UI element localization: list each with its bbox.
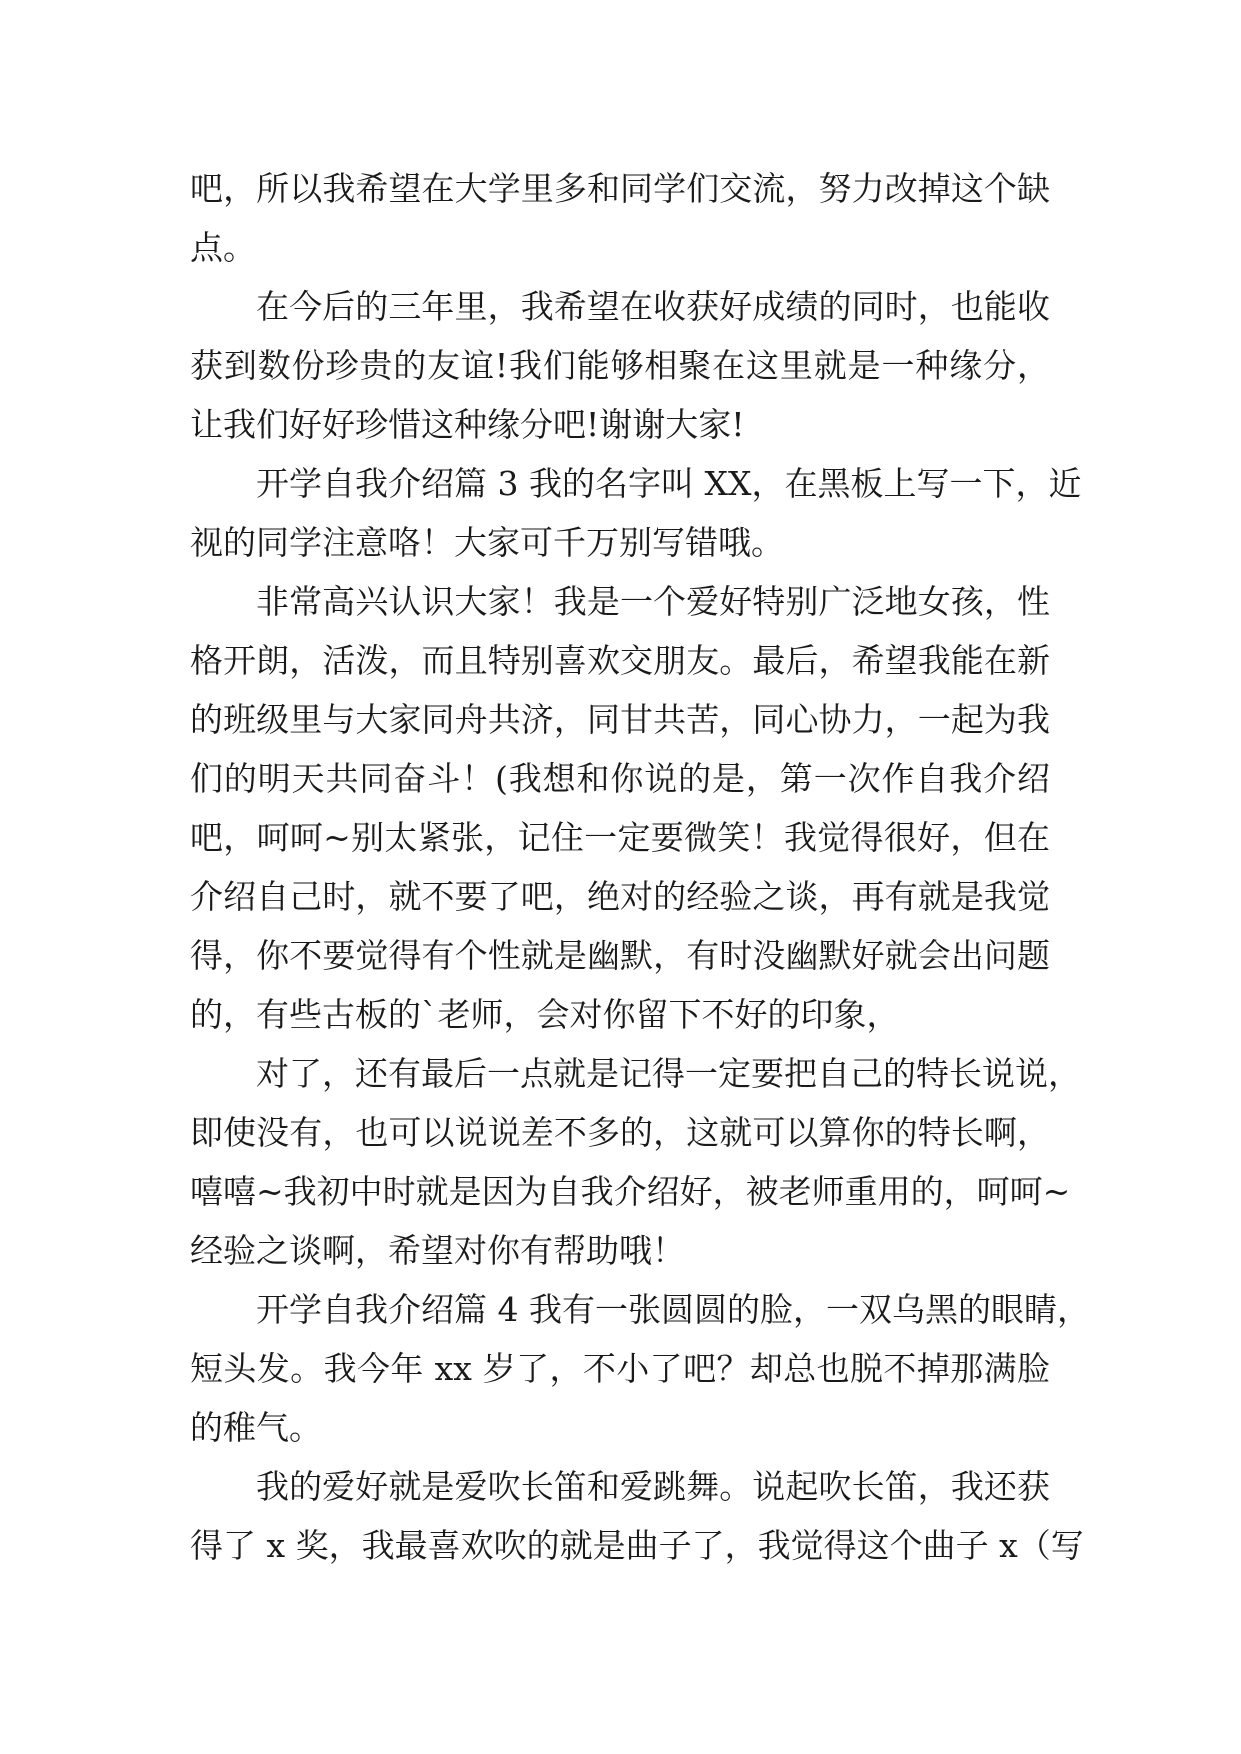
document-body — [190, 159, 1090, 1575]
text-line: 点。 — [190, 228, 256, 267]
text-line: 视的同学注意咯！大家可千万别写错哦。 — [190, 523, 784, 562]
text-line: 格开朗，活泼，而且特别喜欢交朋友。最后，希望我能在新 — [190, 641, 1050, 680]
text-line: 经验之谈啊，希望对你有帮助哦！ — [190, 1231, 685, 1270]
text-line: 非常高兴认识大家！我是一个爱好特别广泛地女孩，性 — [256, 582, 1050, 621]
text-line: 让我们好好珍惜这种缘分吧!谢谢大家! — [190, 405, 745, 444]
text-line: 得，你不要觉得有个性就是幽默，有时没幽默好就会出问题 — [190, 936, 1050, 975]
text-line: 的稚气。 — [190, 1408, 322, 1447]
paragraph — [190, 1457, 1084, 1575]
text-line: 开学自我介绍篇 3 我的名字叫 XX，在黑板上写一下，近 — [256, 464, 1082, 503]
text-line: 我的爱好就是爱吹长笛和爱跳舞。说起吹长笛，我还获 — [256, 1467, 1050, 1506]
paragraph — [190, 1280, 1090, 1457]
paragraph — [190, 454, 1082, 572]
text-line: 得了 x 奖，我最喜欢吹的就是曲子了，我觉得这个曲子 x（写 — [190, 1526, 1084, 1565]
text-line: 嘻嘻~我初中时就是因为自我介绍好，被老师重用的，呵呵~ — [190, 1172, 1071, 1211]
paragraph — [190, 572, 1050, 1044]
text-line: 介绍自己时，就不要了吧，绝对的经验之谈，再有就是我觉 — [190, 877, 1050, 916]
paragraph — [190, 277, 1050, 454]
paragraph — [190, 1044, 1081, 1280]
text-line: 获到数份珍贵的友谊!我们能够相聚在这里就是一种缘分， — [190, 346, 1050, 385]
text-line: 开学自我介绍篇 4 我有一张圆圆的脸，一双乌黑的眼睛， — [256, 1290, 1090, 1329]
text-line: 们的明天共同奋斗！(我想和你说的是，第一次作自我介绍 — [190, 759, 1050, 798]
text-line: 短头发。我今年 xx 岁了，不小了吧？却总也脱不掉那满脸 — [190, 1349, 1050, 1388]
paragraph — [190, 159, 1050, 277]
text-line: 的班级里与大家同舟共济，同甘共苦，同心协力，一起为我 — [190, 700, 1050, 739]
text-line: 吧，呵呵~别太紧张，记住一定要微笑！我觉得很好，但在 — [190, 818, 1050, 857]
text-line: 的，有些古板的`老师，会对你留下不好的印象， — [190, 995, 900, 1034]
text-line: 吧，所以我希望在大学里多和同学们交流，努力改掉这个缺 — [190, 169, 1050, 208]
text-line: 在今后的三年里，我希望在收获好成绩的同时，也能收 — [256, 287, 1050, 326]
text-line: 即使没有，也可以说说差不多的，这就可以算你的特长啊， — [190, 1113, 1050, 1152]
text-line: 对了，还有最后一点就是记得一定要把自己的特长说说， — [256, 1054, 1081, 1093]
